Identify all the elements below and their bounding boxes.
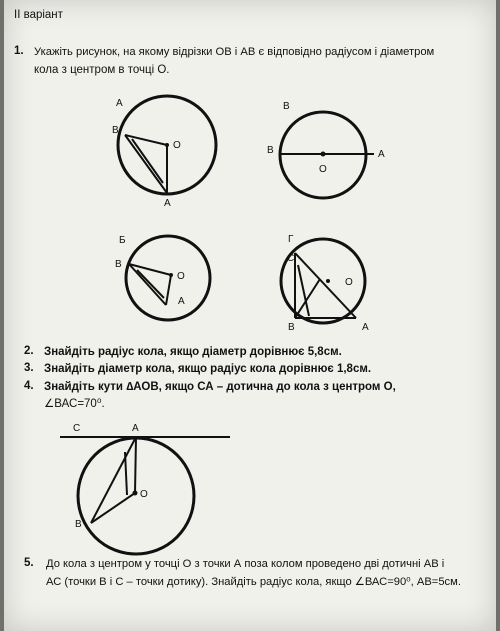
figure-v-label-a: А — [378, 149, 385, 160]
figure-a-label-o: О — [173, 140, 181, 151]
figure-b-label-b: В — [115, 259, 122, 270]
task-1-number: 1. — [14, 45, 24, 57]
task-4-label-a: А — [132, 423, 139, 434]
figure-g-label-a: А — [362, 322, 369, 333]
figure-g-hatch — [298, 265, 309, 316]
task-4-label-o: О — [140, 489, 148, 500]
figure-a — [112, 96, 216, 209]
task-1-line-2: кола з центром в точці О. — [34, 64, 170, 76]
task-3-text: Знайдіть діаметр кола, якщо радіус кола дорівнює 1,8см. — [44, 363, 372, 375]
task-4-label-c: С — [73, 423, 81, 434]
figure-a-label-b: В — [112, 125, 119, 136]
figure-v-label-o: О — [319, 164, 327, 175]
task-4-number: 4. — [24, 380, 34, 392]
task-4-segment-ao — [135, 437, 136, 493]
task-4-center-point — [133, 491, 138, 496]
figure-b-label-o: О — [177, 271, 185, 282]
task-3-number: 3. — [24, 362, 34, 374]
figure-g-title: Г — [288, 234, 294, 245]
variant-heading: II варіант — [14, 9, 63, 21]
task-5-line-2: АС (точки В і С – точки дотику). Знайдіть радіус кола, якщо ∠ВАС=90⁰, АВ=5см. — [46, 576, 461, 588]
task-1-line-1: Укажіть рисунок, на якому відрізки ОВ і АВ є відповідно радіусом і діаметром — [34, 46, 435, 58]
figure-g — [281, 234, 369, 333]
task-2-text: Знайдіть радіус кола, якщо діаметр дорівнює 5,8см. — [44, 346, 342, 358]
figure-v-center-point — [321, 152, 326, 157]
figure-b-hatch — [137, 270, 164, 298]
figure-a-title: А — [116, 98, 123, 109]
figure-g-center-point — [326, 279, 330, 283]
figure-g-label-o: О — [345, 277, 353, 288]
figure-b-segment-ba — [129, 264, 166, 305]
figure-v-title: В — [283, 101, 290, 112]
figure-b-label-a: А — [178, 296, 185, 307]
figure-b-segment-oa — [166, 275, 171, 305]
figure-b-circle — [126, 236, 210, 320]
figure-b — [115, 235, 210, 320]
task-4-label-b: В — [75, 519, 82, 530]
task-4-hatch — [125, 452, 127, 495]
figure-b-center-point — [169, 273, 173, 277]
geometry-figures — [4, 0, 496, 631]
task-5-number: 5. — [24, 557, 34, 569]
task-4-segment-bo — [91, 493, 135, 523]
worksheet-page — [4, 0, 496, 631]
figure-b-title: Б — [119, 235, 126, 246]
task-4-line-1: Знайдіть кути ∆АОВ, якщо СА – дотична до кола з центром О, — [44, 381, 396, 393]
figure-a-center-point — [165, 143, 169, 147]
task-4-line-2: ∠ВАС=70⁰. — [44, 398, 105, 410]
figure-g-label-b: В — [288, 322, 295, 333]
task-4-figure — [60, 423, 230, 554]
task-5-line-1: До кола з центром у точці О з точки А поза колом проведено дві дотичні АВ і — [46, 558, 445, 570]
task-2-number: 2. — [24, 345, 34, 357]
figure-v — [267, 101, 385, 198]
figure-a-hatch — [132, 139, 163, 183]
task-4-segment-ab — [91, 437, 136, 523]
figure-a-label-a: А — [164, 198, 171, 209]
figure-v-label-b: В — [267, 145, 274, 156]
figure-g-label-c: С — [287, 253, 295, 264]
